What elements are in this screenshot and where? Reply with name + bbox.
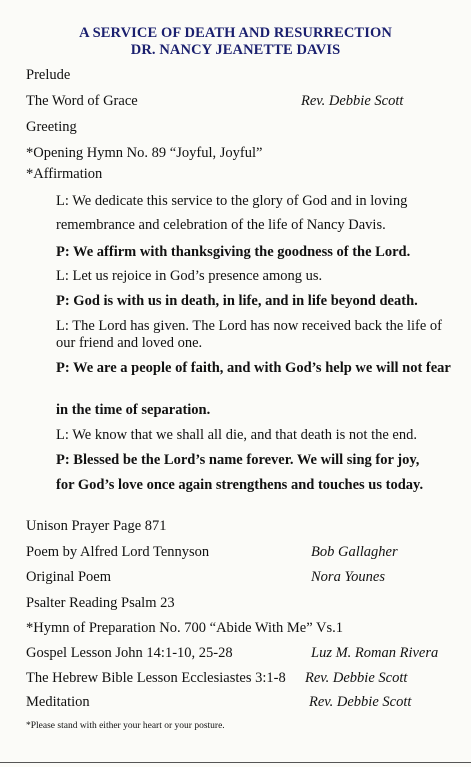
litany-line: L: We know that we shall all die, and that death is not the end. — [56, 427, 417, 443]
litany-line: L: Let us rejoice in God’s presence among us. — [56, 268, 323, 284]
poem-reader: Bob Gallagher — [311, 544, 398, 560]
psalter-reading-item: Psalter Reading Psalm 23 — [26, 595, 175, 611]
prelude-item: Prelude — [26, 67, 71, 83]
meditation-item: Meditation — [26, 694, 90, 710]
page-edge-line — [0, 762, 471, 763]
meditation-leader: Rev. Debbie Scott — [309, 694, 412, 710]
litany-response: P: We affirm with thanksgiving the goodness of the Lord. — [56, 244, 411, 260]
original-poem-item: Original Poem — [26, 569, 111, 585]
hebrew-lesson-item: The Hebrew Bible Lesson Ecclesiastes 3:1-8 — [26, 670, 286, 686]
litany-response: P: God is with us in death, in life, and in life beyond death. — [56, 293, 418, 309]
opening-hymn-item: *Opening Hymn No. 89 “Joyful, Joyful” — [26, 145, 263, 161]
gospel-lesson-item: Gospel Lesson John 14:1-10, 25-28 — [26, 645, 233, 661]
litany-response: for God’s love once again strengthens and touches us today. — [56, 477, 424, 493]
word-of-grace-item: The Word of Grace — [26, 93, 138, 109]
service-title: A SERVICE OF DEATH AND RESURRECTION — [79, 25, 392, 41]
hebrew-reader: Rev. Debbie Scott — [305, 670, 408, 686]
litany-response: P: We are a people of faith, and with God’s help we will not fear — [56, 360, 451, 376]
litany-response: P: Blessed be the Lord’s name forever. We will sing for joy, — [56, 452, 420, 468]
poem-item: Poem by Alfred Lord Tennyson — [26, 544, 210, 560]
litany-response: in the time of separation. — [56, 402, 211, 418]
litany-line: remembrance and celebration of the life of Nancy Davis. — [56, 217, 386, 233]
unison-prayer-item: Unison Prayer Page 871 — [26, 518, 167, 534]
gospel-reader: Luz M. Roman Rivera — [311, 645, 439, 661]
original-poem-reader: Nora Younes — [311, 569, 386, 585]
greeting-item: Greeting — [26, 119, 77, 135]
litany-line: L: We dedicate this service to the glory of God and in loving — [56, 193, 408, 209]
litany-line: L: The Lord has given. The Lord has now received back the life of our friend and loved one. — [56, 318, 442, 351]
hymn-preparation-item: *Hymn of Preparation No. 700 “Abide With Me” Vs.1 — [26, 620, 344, 636]
honoree-name: DR. NANCY JEANETTE DAVIS — [130, 42, 341, 58]
affirmation-item: *Affirmation — [26, 166, 103, 182]
standing-footnote: *Please stand with either your heart or your posture. — [26, 721, 225, 731]
word-of-grace-leader: Rev. Debbie Scott — [301, 93, 404, 109]
